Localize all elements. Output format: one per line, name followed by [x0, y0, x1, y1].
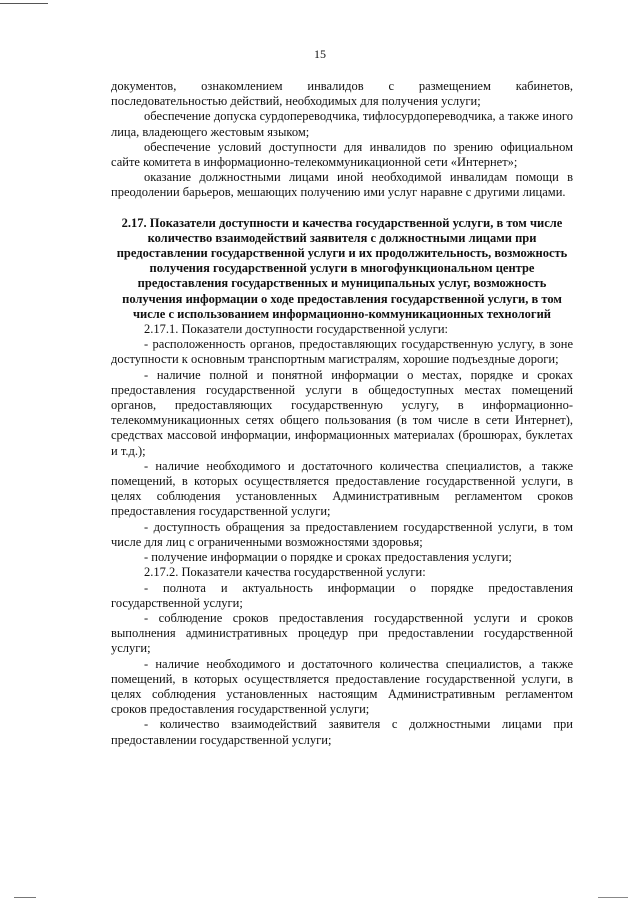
paragraph: документов, ознакомлением инвалидов с размещением кабинетов, последовательностью действий, необходимых для получения услуги; [111, 79, 573, 109]
list-item: - наличие необходимого и достаточного количества специалистов, а также помещений, в которых осуществляется предоставление государственной услуги, в целях соблюдения установленных Административным регламентом сроков предоставления государственной услуги; [111, 458, 573, 519]
scan-edge-mark-bottom-right [598, 897, 628, 898]
paragraph: оказание должностными лицами иной необходимой инвалидам помощи в преодолении барьеров, мешающих получению ими услуг наравне с другими лицами. [111, 170, 573, 200]
document-body [111, 79, 573, 748]
scan-edge-mark-bottom-left [14, 897, 36, 898]
section-heading: 2.17. Показатели доступности и качества государственной услуги, в том числе количество взаимодействий заявителя с должностными лицами при предоставлении государственной услуги и их продолжительность, возможность получения государственной услуги в многофункциональном центре предоставления государственных и муниципальных услуг, возможность получения информации о ходе предоставления государственной услуги, в том числе с использованием информационно-коммуникационных технологий [116, 215, 568, 321]
list-item: - доступность обращения за предоставлением государственной услуги, в том числе для лиц с ограниченными возможностями здоровья; [111, 519, 573, 549]
paragraph: обеспечение допуска сурдопереводчика, тифлосурдопереводчика, а также иного лица, владеющего жестовым языком; [111, 109, 573, 139]
scan-edge-mark-top [0, 3, 48, 4]
list-item: - расположенность органов, предоставляющих государственную услугу, в зоне доступности к основным транспортным магистралям, хорошие подъездные дороги; [111, 337, 573, 367]
paragraph: 2.17.2. Показатели качества государственной услуги: [144, 565, 426, 580]
list-item: - наличие полной и понятной информации о местах, порядке и сроках предоставления государственной услуги в общедоступных местах помещений органов, предоставляющих государственную услугу, в информационно-телекоммуникационных сетях общего пользования (в том числе в сети Интернет), средствах массовой информации, информационных материалах (брошюрах, буклетах и т.д.); [111, 367, 573, 458]
list-item: - получение информации о порядке и сроках предоставления услуги; [144, 550, 512, 565]
list-item: - количество взаимодействий заявителя с должностными лицами при предоставлении государственной услуги; [111, 717, 573, 747]
paragraph: 2.17.1. Показатели доступности государственной услуги: [144, 322, 449, 337]
page-number: 15 [314, 47, 326, 61]
list-item: - наличие необходимого и достаточного количества специалистов, а также помещений, в которых осуществляется предоставление государственной услуги, в целях соблюдения установленных настоящим Административным регламентом сроков предоставления государственной услуги; [111, 656, 573, 717]
list-item: - соблюдение сроков предоставления государственной услуги и сроков выполнения административных процедур при предоставлении государственной услуги; [111, 610, 573, 656]
paragraph: обеспечение условий доступности для инвалидов по зрению официальном сайте комитета в информационно-телекоммуникационной сети «Интернет»; [111, 139, 573, 170]
list-item: - полнота и актуальность информации о порядке предоставления государственной услуги; [111, 580, 573, 610]
